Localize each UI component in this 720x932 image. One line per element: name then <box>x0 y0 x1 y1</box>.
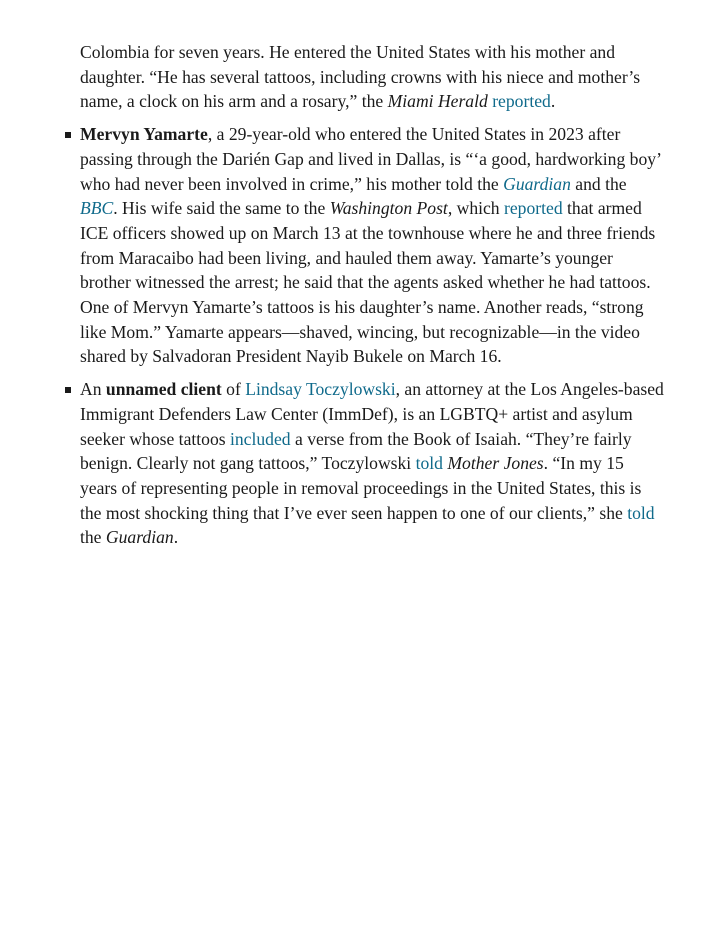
list-item: Mervyn Yamarte, a 29-year-old who entered the United States in 2023 after passing through the Darién Gap and lived in Dallas, is “‘a good, hardworking boy’ who had never been involved in crime,” his mother told the Guardian and the BBC. His wife said the same to the Washington Post, which reported that armed ICE officers showed up on March 13 at the townhouse where he and three friends from Maracaibo had been living, and hauled them away. Yamarte’s younger brother witnessed the arrest; he said that the agents asked whether he had tattoos. One of Mervyn Yamarte’s tattoos is his daughter’s name. Another reads, “strong like Mom.” Yamarte appears—shaved, wincing, but recognizable—in the video shared by Salvadoran President Nayib Bukele on March 16. <box>80 122 665 369</box>
intro-text: Colombia for seven years. He entered the United States with his mother and daughter. “He has several tattoos, including crowns with his niece and mother’s name, a clock on his arm and a rosary,” the <box>80 42 641 112</box>
publication-mother-jones: Mother Jones <box>447 453 544 474</box>
link-lindsay-toczylowski[interactable]: Lindsay Toczylowski <box>245 379 396 400</box>
link-guardian[interactable]: Guardian <box>503 173 571 194</box>
case-list <box>80 122 665 550</box>
list-item: An unnamed client of Lindsay Toczylowski, an attorney at the Los Angeles-based Immigrant Defenders Law Center (ImmDef), is an LGBTQ+ artist and asylum seeker whose tattoos included a verse from the Book of Isaiah. “They’re fairly benign. Clearly not gang tattoos,” Toczylowski told Mother Jones. “In my 15 years of representing people in removal proceedings in the United States, this is the most shocking thing that I’ve ever seen happen to one of our clients,” she told the Guardian. <box>80 377 665 550</box>
intro-paragraph: Colombia for seven years. He entered the United States with his mother and daughter. “He has several tattoos, including crowns with his niece and mother’s name, a clock on his arm and a rosary,” the Miami Herald reported. <box>80 42 641 112</box>
article-body <box>80 40 665 558</box>
person-name: unnamed client <box>105 379 222 400</box>
link-told-mother-jones[interactable]: told <box>415 453 443 474</box>
link-reported-wapo[interactable]: reported <box>504 198 563 219</box>
link-told-guardian[interactable]: told <box>627 502 655 523</box>
bullet-square-icon <box>65 132 71 138</box>
person-name: Mervyn Yamarte <box>80 124 208 145</box>
link-bbc[interactable]: BBC <box>80 198 114 219</box>
bullet-square-icon <box>65 387 71 393</box>
publication-guardian: Guardian <box>105 527 174 548</box>
link-reported-herald[interactable]: reported <box>492 91 551 112</box>
publication-washington-post: Washington Post <box>329 198 448 219</box>
publication-miami-herald: Miami Herald <box>387 91 488 112</box>
link-included[interactable]: included <box>230 428 291 449</box>
